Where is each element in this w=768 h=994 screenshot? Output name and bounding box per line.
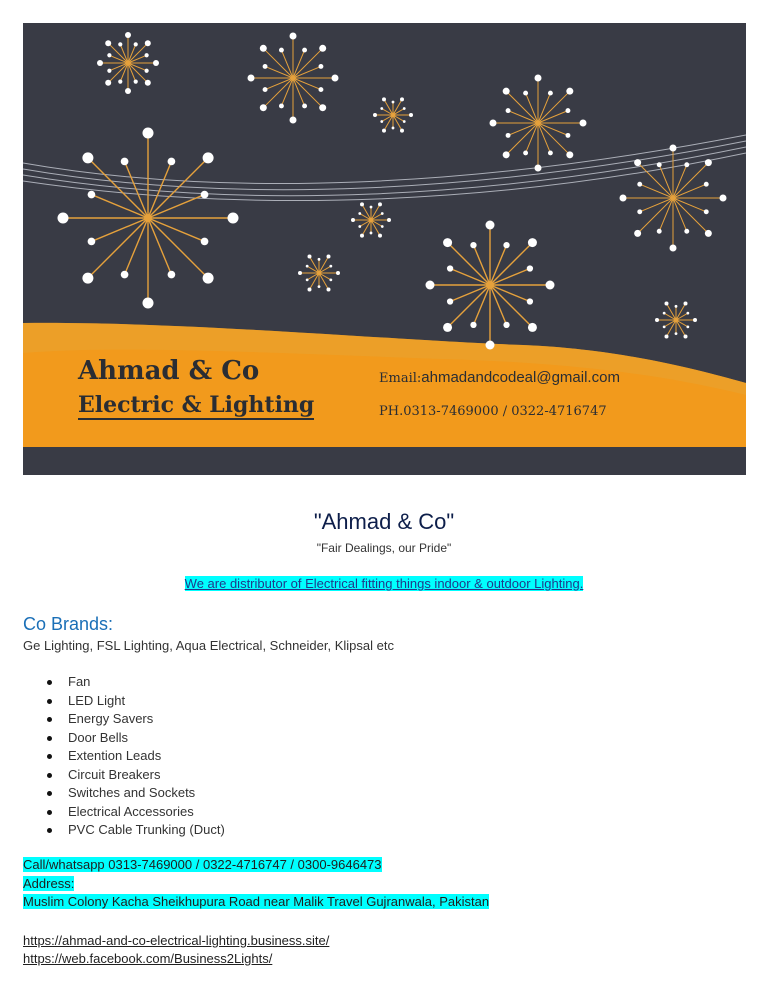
product-list bbox=[44, 673, 225, 840]
banner-company-name: Ahmad & Co bbox=[78, 356, 260, 386]
page-title: "Ahmad & Co" bbox=[313, 509, 455, 534]
spark-burst bbox=[248, 33, 339, 124]
tagline: "Fair Dealings, our Pride" bbox=[316, 541, 452, 555]
address bbox=[23, 893, 489, 910]
facebook-link[interactable]: https://web.facebook.com/Business2Lights/ bbox=[23, 951, 273, 966]
list-item: Fan bbox=[44, 673, 225, 692]
list-item: Circuit Breakers bbox=[44, 766, 225, 785]
contact-phone bbox=[23, 856, 382, 873]
list-item: Extention Leads bbox=[44, 747, 225, 766]
contact-phone-text: Call/whatsapp 0313-7469000 / 0322-4716747 / 0300-9646473 bbox=[23, 857, 382, 872]
spark-burst bbox=[426, 221, 555, 350]
brands-list: Ge Lighting, FSL Lighting, Aqua Electrical, Schneider, Klipsal etc bbox=[23, 638, 394, 653]
list-item: Switches and Sockets bbox=[44, 784, 225, 803]
address-label-text: Address: bbox=[23, 876, 75, 891]
spark-burst bbox=[620, 145, 727, 252]
list-item: LED Light bbox=[44, 692, 225, 711]
banner-phone: PH.0313-7469000 / 0322-4716747 bbox=[379, 404, 607, 419]
spark-burst bbox=[490, 75, 587, 172]
website-link[interactable]: https://ahmad-and-co-electrical-lighting.business.site/ bbox=[23, 933, 330, 948]
banner-email-value: ahmadandcodeal@gmail.com bbox=[421, 369, 620, 386]
brands-heading: Co Brands: bbox=[23, 614, 114, 634]
spark-burst bbox=[58, 128, 239, 309]
address-label bbox=[23, 875, 74, 892]
list-item: Door Bells bbox=[44, 729, 225, 748]
distributor-text: We are distributor of Electrical fitting things indoor & outdoor Lighting. bbox=[184, 576, 584, 591]
list-item: Electrical Accessories bbox=[44, 803, 225, 822]
banner-email-label: Email: bbox=[379, 371, 422, 386]
list-item: Energy Savers bbox=[44, 710, 225, 729]
list-item: PVC Cable Trunking (Duct) bbox=[44, 821, 225, 840]
spark-burst bbox=[97, 32, 159, 94]
address-text: Muslim Colony Kacha Sheikhupura Road near Malik Travel Gujranwala, Pakistan bbox=[23, 894, 490, 909]
distributor-statement bbox=[0, 576, 768, 591]
banner-company-subtitle: Electric & Lighting bbox=[78, 393, 314, 420]
banner-email bbox=[379, 369, 620, 386]
